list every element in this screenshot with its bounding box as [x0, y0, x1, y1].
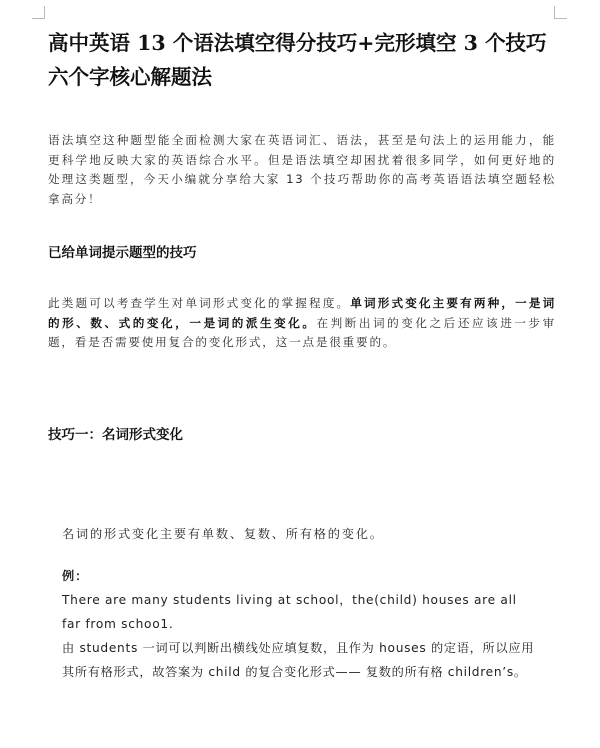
given-word-text-end: 在判断出词的变化之后还应该进一步审题，看是否需要使用复合的变化形式，这一点是很重要的。: [48, 315, 556, 349]
given-word-text-bold: 单词形式变化主要有两种，一是词的形、数、式的变化，一是词的派生变化。: [48, 296, 556, 330]
example-explanation: 由 students 一词可以判断出横线处应填复数，且作为 houses 的定语，所以应用其所有格形式，故答案为 child 的复合变化形式—— 复数的所有格 children’s。: [62, 641, 535, 679]
intro-paragraph: 语法填空这种题型能全面检测大家在英语词汇、语法，甚至是句法上的运用能力，能更科学地反映大家的英语综合水平。但是语法填空却困扰着很多同学，如何更好地的处理这类题型，今天小编就分享给大家 13 个技巧帮助你的高考英语语法填空题轻松拿高分！: [48, 133, 556, 206]
given-word-paragraph: [48, 294, 556, 353]
document-title: 高中英语 13 个语法填空得分技巧+完形填空 3 个技巧六个字核心解题法: [48, 31, 547, 89]
example-label: 例：: [62, 569, 89, 583]
page-corner-mark-top-right: [554, 6, 567, 19]
tip1-content: [62, 522, 540, 684]
section-heading-tip1: 技巧一：名词形式变化: [48, 427, 183, 443]
tip1-intro: 名词的形式变化主要有单数、复数、所有格的变化。: [62, 527, 384, 541]
section-heading-given-word: 已给单词提示题型的技巧: [48, 245, 197, 261]
given-word-text-start: 此类题可以考查学生对单词形式变化的掌握程度。: [48, 296, 351, 310]
page-corner-mark-top-left: [32, 6, 45, 19]
example-sentence: There are many students living at school，the(child) houses are all far from schoo1.: [62, 593, 517, 631]
